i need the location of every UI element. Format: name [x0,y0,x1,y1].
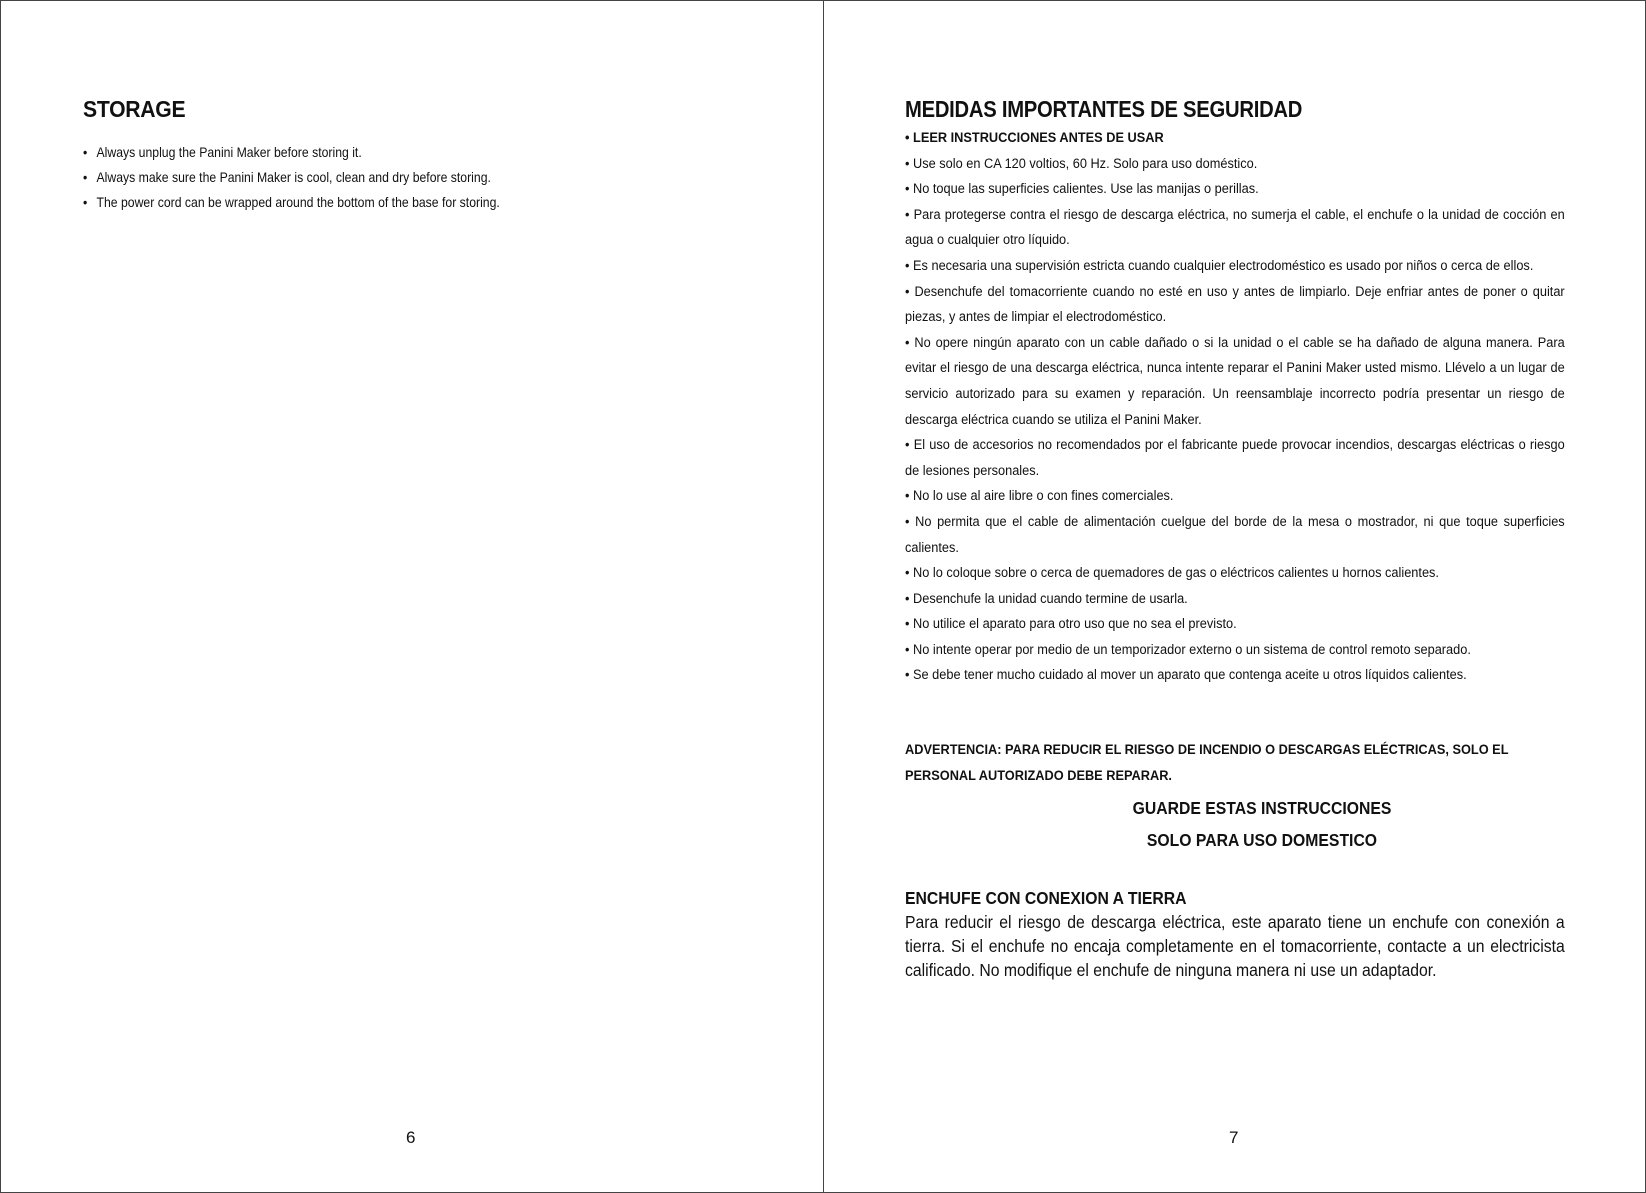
save-instructions-line: GUARDE ESTAS INSTRUCCIONES [1132,798,1392,818]
household-use-line: SOLO PARA USO DOMESTICO [1146,830,1378,850]
storage-list [83,140,783,215]
safety-rule: • Desenchufe del tomacorriente cuando no esté en uso y antes de limpiarlo. Deje enfriar antes de poner o quitar piezas, y antes de limpiar el electrodoméstico. [905,283,1565,326]
safety-rule: • El uso de accesorios no recomendados por el fabricante puede provocar incendios, descargas eléctricas o riesgo de lesiones personales. [905,437,1565,479]
storage-item: • Always unplug the Panini Maker before storing it. [83,140,713,165]
safety-rule: • Desenchufe la unidad cuando termine de usarla. [905,590,1188,607]
storage-item: • Always make sure the Panini Maker is cool, clean and dry before storing. [83,165,713,190]
warning-text: ADVERTENCIA: PARA REDUCIR EL RIESGO DE INCENDIO O DESCARGAS ELÉCTRICAS, SOLO EL PERSONAL AUTORIZADO DEBE REPARAR. [905,742,1509,784]
safety-rule: • Se debe tener mucho cuidado al mover un aparato que contenga aceite u otros líquidos calientes. [905,667,1467,684]
grounded-plug-text: Para reducir el riesgo de descarga eléctrica, este aparato tiene un enchufe con conexión a tierra. Si el enchufe no encaja completamente en el tomacorriente, contacte a un electricista calificado. No modifique el enchufe de ninguna manera ni use un adaptador. [905,912,1565,980]
page-right [824,0,1646,1193]
safety-rule: • Es necesaria una supervisión estricta cuando cualquier electrodoméstico es usado por niños o cerca de ellos. [905,257,1534,274]
safety-heading: MEDIDAS IMPORTANTES DE SEGURIDAD [905,96,1303,122]
safety-rule: • No utilice el aparato para otro uso que no sea el previsto. [905,616,1237,633]
storage-item: • The power cord can be wrapped around the bottom of the base for storing. [83,190,713,215]
grounded-plug-heading: ENCHUFE CON CONEXION A TIERRA [905,888,1187,908]
safety-rule: • LEER INSTRUCCIONES ANTES DE USAR [905,130,1164,146]
safety-rule: • Para protegerse contra el riesgo de descarga eléctrica, no sumerja el cable, el enchufe o la unidad de cocción en agua o cualquier otro líquido. [905,206,1565,249]
safety-rule: • No permita que el cable de alimentación cuelgue del borde de la mesa o mostrador, ni que toque superficies calientes. [905,513,1565,556]
safety-rule: • No toque las superficies calientes. Use las manijas o perillas. [905,181,1259,198]
safety-rule: • Use solo en CA 120 voltios, 60 Hz. Solo para uso doméstico. [905,155,1258,172]
safety-rule: • No lo use al aire libre o con fines comerciales. [905,488,1174,505]
safety-rule: • No lo coloque sobre o cerca de quemadores de gas o eléctricos calientes u hornos calientes. [905,565,1439,582]
page-number: 7 [1229,1128,1239,1147]
safety-rule: • No intente operar por medio de un temporizador externo o un sistema de control remoto separado. [905,641,1471,658]
safety-rules [905,126,1565,689]
page-number: 6 [406,1128,416,1147]
storage-heading: STORAGE [83,96,186,122]
safety-rule: • No opere ningún aparato con un cable dañado o si la unidad o el cable se ha dañado de alguna manera. Para evitar el riesgo de una descarga eléctrica, nunca intente reparar el Panini Maker usted mismo. Llévelo a un lugar de servicio autorizado para su examen y reparación. Un reensamblaje incorrecto podría presentar un riesgo de descarga eléctrica cuando se utiliza el Panini Maker. [905,334,1565,428]
